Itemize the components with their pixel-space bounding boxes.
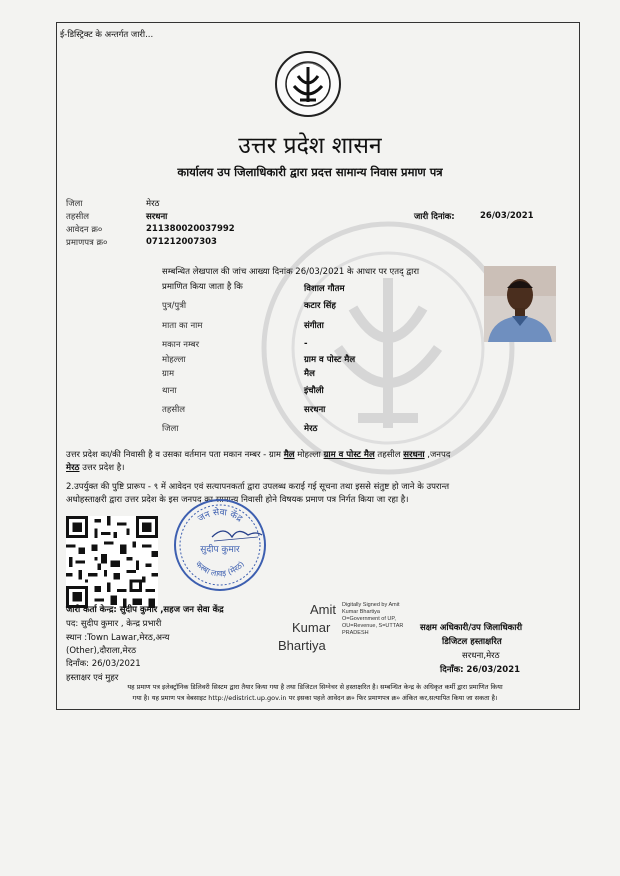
footer-line-1: यह प्रमाण पत्र इलेक्ट्रॉनिक डिलिवरी सिस्टम द्वारा तैयार किया गया है तथा डिजिटल सिग्नेचर से हस्ताक्षरित है। सम्बन्धित केन्द्र के अधिकृत कर्मी द्वारा प्रमाणित किया <box>127 683 503 691</box>
stamp-bottom-text: कस्बा लावड़ (मेरठ) <box>193 559 247 579</box>
verification-line-2: अधोहस्ताक्षरी द्वारा उत्तर प्रदेश के इस जनपद का सामान्य निवासी होने विषयक प्रमाण पत्र निर्गत किया जा रहा है। <box>66 495 409 505</box>
tehsil-value: सरधना <box>146 212 168 222</box>
page-title: उत्तर प्रदेश शासन <box>238 133 382 159</box>
police-station-label: थाना <box>162 386 177 396</box>
issuer-post: पद: सुदीप कुमार , केन्द्र प्रभारी <box>66 619 162 629</box>
residence-paragraph <box>66 449 566 475</box>
issuer-date: दिनाँक: 26/03/2021 <box>66 659 141 669</box>
issue-date-label: जारी दिनांक: <box>414 212 455 222</box>
digital-sign-line-3: O=Government of UP, <box>342 616 396 622</box>
digital-sign-line-1: Digitally Signed by Amit <box>342 602 400 608</box>
application-no-label: आवेदन क्र० <box>66 225 103 235</box>
issuer-signature-label: हस्ताक्षर एवं मुहर <box>66 673 119 683</box>
up-emblem-icon <box>274 50 342 118</box>
applicant-photo <box>484 266 556 342</box>
para1-locality: ग्राम व पोस्ट मैल <box>323 450 375 460</box>
detail-district-value: मेरठ <box>304 424 318 434</box>
father-value: कटार सिंह <box>304 301 336 311</box>
para1-text-5: उत्तर प्रदेश है। <box>79 463 125 473</box>
stamp-top-text: जन सेवा केंद्र <box>196 507 244 525</box>
para1-text-4: ,जनपद <box>424 450 451 460</box>
intro-line-2: प्रमाणित किया जाता है कि <box>162 282 243 292</box>
district-value: मेरठ <box>146 199 160 209</box>
page-subtitle: कार्यालय उप जिलाधिकारी द्वारा प्रदत्त सामान्य निवास प्रमाण पत्र <box>177 165 443 179</box>
signer-name-3: Bhartiya <box>278 638 326 653</box>
village-label: ग्राम <box>162 369 175 379</box>
para1-tehsil: सरधना <box>403 450 425 460</box>
village-value: मैल <box>304 369 315 379</box>
application-no-value: 211380020037992 <box>146 224 235 234</box>
issuer-place: स्थान :Town Lawar,मेरठ,अन्य <box>66 633 170 643</box>
father-label: पुत्र/पुत्री <box>162 301 187 311</box>
para1-text-2: मोहल्ला <box>294 450 324 460</box>
para1-text-1: उत्तर प्रदेश का/की निवासी है व उसका वर्तमान पता मकान नम्बर - ग्राम <box>66 450 284 460</box>
house-no-label: मकान नम्बर <box>162 340 200 350</box>
seva-kendra-stamp-icon <box>172 497 268 593</box>
applicant-name-value: विशाल गौतम <box>304 284 345 294</box>
locality-value: ग्राम व पोस्ट मैल <box>304 355 356 365</box>
issuer-center: जारी कर्ता केन्द्र: सुदीप कुमार ,सहज जन सेवा केंद्र <box>66 605 224 615</box>
top-note: ई-डिस्ट्रिक्ट के अन्तर्गत जारी... <box>60 30 154 40</box>
signer-name-2: Kumar <box>292 620 331 635</box>
mother-value: संगीता <box>304 321 324 331</box>
authority-place: सरधना,मेरठ <box>462 651 500 661</box>
detail-tehsil-value: सरधना <box>304 405 326 415</box>
verification-line-1: 2.उपर्युक्त की पुष्टि प्रारूप - ९ में आवेदन एवं सत्यापनकर्ता द्वारा उपलब्ध कराई गई सूचना तथा इससे संतुष्ट हो जाने के उपरान्त <box>66 482 450 492</box>
district-label: जिला <box>66 199 83 209</box>
para1-text-3: तहसील <box>374 450 404 460</box>
detail-tehsil-label: तहसील <box>162 405 186 415</box>
issue-date-value: 26/03/2021 <box>480 211 534 221</box>
qr-code-icon <box>66 516 158 608</box>
mother-label: माता का नाम <box>162 321 203 331</box>
footer-note <box>60 682 570 704</box>
digital-sign-line-2: Kumar Bhartiya <box>342 609 380 615</box>
footer-line-2: गया है। यह प्रमाण पत्र वेबसाइट http://edistrict.up.gov.in पर इसका पहले आवेदन क्र० फिर प्रमाणपत्र क्र० अंकित कर,सत्यापित किया जा सकता है। <box>132 694 498 702</box>
applicant-photo-icon <box>484 266 556 342</box>
svg-text:कस्बा लावड़ (मेरठ) <box>194 559 246 578</box>
intro-line-1: सम्बन्धित लेखपाल की जांच आख्या दिनांक 26/03/2021 के आधार पर एतद् द्वारा <box>162 267 420 277</box>
police-station-value: इंचौली <box>304 386 324 396</box>
para1-village: मैल <box>283 450 295 460</box>
digital-sign-line-5: PRADESH <box>342 630 369 636</box>
certificate-no-value: 071212007303 <box>146 237 217 247</box>
authority-date: दिनाँक: 26/03/2021 <box>440 665 521 675</box>
detail-district-label: जिला <box>162 424 179 434</box>
emblem-watermark-icon <box>258 218 518 478</box>
house-no-value: - <box>304 339 308 349</box>
signer-name-1: Amit <box>310 602 336 617</box>
tehsil-label: तहसील <box>66 212 90 222</box>
issuer-place-cont: (Other),दौराला,मेरठ <box>66 646 137 656</box>
authority-title: सक्षम अधिकारी/उप जिलाधिकारी <box>420 623 523 633</box>
certificate-no-label: प्रमाणपत्र क्र० <box>66 238 108 248</box>
authority-digital: डिजिटल हस्ताक्षरित <box>442 637 502 647</box>
digital-sign-line-4: OU=Revenue, S=UTTAR <box>342 623 404 629</box>
locality-label: मोहल्ला <box>162 355 186 365</box>
para1-district: मेरठ <box>66 463 80 473</box>
stamp-name-text: सुदीप कुमार <box>200 545 240 555</box>
